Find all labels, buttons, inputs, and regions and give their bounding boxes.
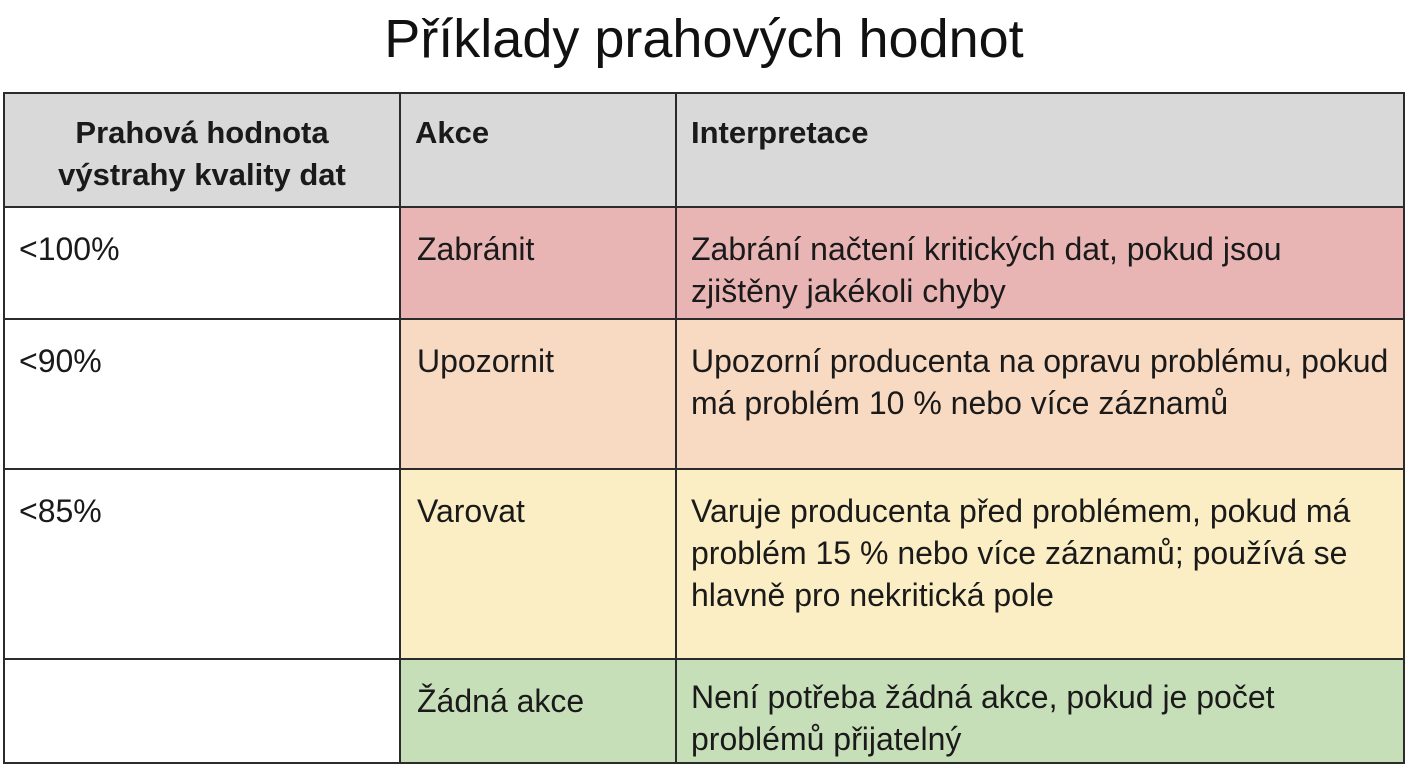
interpretation-cell: Není potřeba žádná akce, pokud je počet problémů přijatelný (676, 659, 1404, 763)
threshold-cell: <90% (4, 319, 400, 469)
action-cell: Žádná akce (400, 659, 676, 763)
interpretation-cell: Varuje producenta před problémem, pokud má problém 15 % nebo více záznamů; používá se hlavně pro nekritická pole (676, 469, 1404, 659)
threshold-table (3, 92, 1405, 764)
threshold-cell: <85% (4, 469, 400, 659)
threshold-cell (4, 659, 400, 763)
table-header-row (4, 93, 1404, 207)
page-title: Příklady prahových hodnot (384, 9, 1024, 69)
table-row (4, 319, 1404, 469)
table-row (4, 469, 1404, 659)
header-threshold: Prahová hodnota výstrahy kvality dat (4, 93, 400, 207)
action-cell: Upozornit (400, 319, 676, 469)
table-row (4, 207, 1404, 319)
interpretation-cell: Upozorní producenta na opravu problému, pokud má problém 10 % nebo více záznamů (676, 319, 1404, 469)
action-cell: Varovat (400, 469, 676, 659)
interpretation-cell: Zabrání načtení kritických dat, pokud jsou zjištěny jakékoli chyby (676, 207, 1404, 319)
table-row (4, 659, 1404, 763)
action-cell: Zabránit (400, 207, 676, 319)
header-action: Akce (400, 93, 676, 207)
threshold-cell: <100% (4, 207, 400, 319)
header-interpretation: Interpretace (676, 93, 1404, 207)
